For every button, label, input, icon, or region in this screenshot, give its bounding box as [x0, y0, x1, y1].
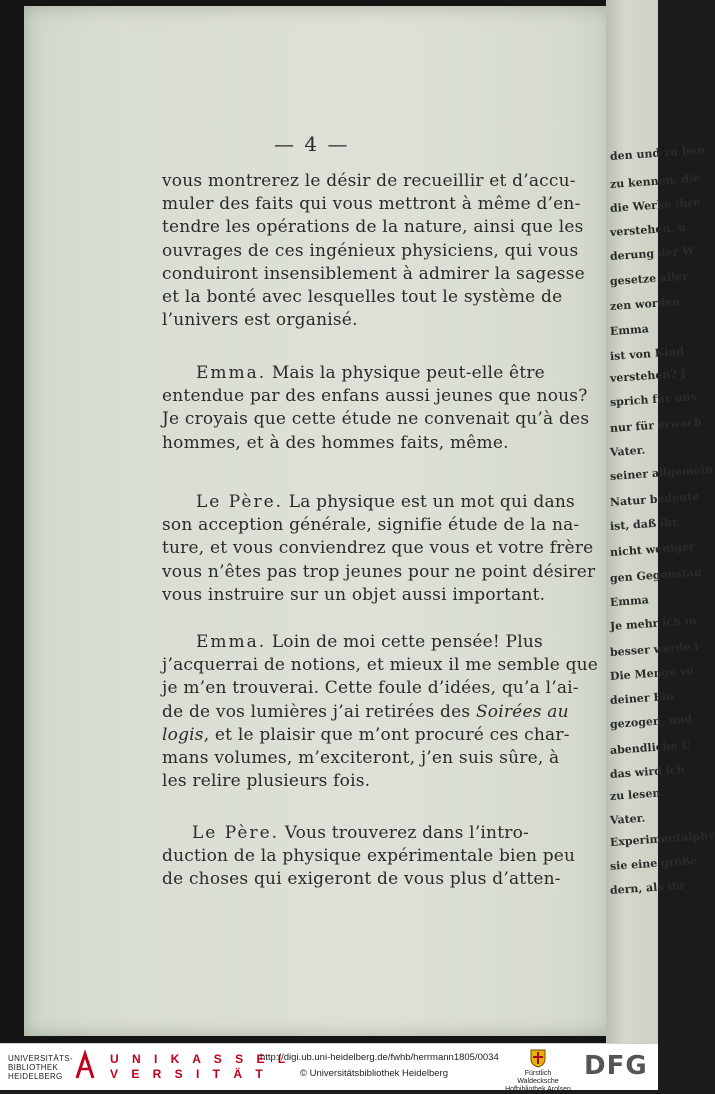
facing-text-line: zen worden.: [609, 294, 685, 313]
book-page: [24, 6, 616, 1036]
speaker-name: Emma.: [196, 363, 267, 383]
paragraph-3: [162, 491, 596, 607]
paragraph-4: [162, 631, 599, 793]
facing-text-line: den und zu ben: [609, 143, 706, 163]
text-line: vous instruire sur un objet aussi important.: [162, 584, 546, 605]
facing-page-edge: [606, 0, 715, 1043]
facing-text-line: Natur bedeute: [609, 489, 700, 509]
facing-text-line: Emma: [609, 593, 650, 609]
ub-logo-icon: [74, 1052, 96, 1080]
footer-bar: [0, 1043, 658, 1093]
ub-heidelberg-label: UNIVERSITÄTS- BIBLIOTHEK HEIDELBERG: [8, 1054, 73, 1081]
text-line: vous montrerez le désir de recueillir et d’accu-: [162, 171, 576, 191]
facing-text-line: Je mehr ich m: [609, 613, 697, 633]
text-line: Emma. Loin de moi cette pensée! Plus: [196, 632, 543, 652]
text-line: ture, et vous conviendrez que vous et votre frère: [162, 538, 594, 559]
text-line: l’univers est organisé.: [162, 310, 358, 331]
text-line: mans volumes, m’exciteront, j’en suis sûre, à: [162, 748, 560, 769]
facing-text-line: die Werke ihre: [609, 195, 701, 215]
text-line: vous n’êtes pas trop jeunes pour ne point désirer: [162, 561, 596, 582]
text-line: entendue par des enfans aussi jeunes que nous?: [162, 386, 588, 407]
text-line: duction de la physique expérimentale bien peu: [162, 846, 576, 867]
facing-text-line: Emma: [609, 322, 650, 338]
text-line: et la bonté avec lesquelles tout le système de: [162, 287, 563, 308]
facing-text-line: gesetze aller: [609, 269, 689, 288]
text-line: Le Père. La physique est un mot qui dans: [196, 492, 575, 512]
facing-text-line: sprich für uns: [609, 389, 698, 409]
text-line: les relire plusieurs fois.: [162, 771, 371, 792]
facing-text-line: besser werde i: [609, 639, 699, 659]
dfg-logo: DFG: [584, 1051, 648, 1081]
hofbibliothek-label: Fürstlich Waldecksche Hofbibliothek Arolsen: [505, 1070, 571, 1093]
facing-text-line: das wird ich: [609, 762, 685, 781]
facing-text-line: ist, daß ihr: [609, 515, 679, 533]
text-line: Le Père. Vous trouverez dans l’intro-: [192, 823, 529, 843]
facing-text-line: nicht weniger: [609, 540, 696, 559]
text-line: de de vos lumières j’ai retirées des Soirées au: [162, 701, 569, 722]
facing-text-line: verstehen, u: [609, 220, 687, 239]
facing-text-line: zu kennen, die: [609, 171, 701, 191]
waldeck-crest-icon: [530, 1048, 546, 1068]
text-line: je m’en trouverai. Cette foule d’idées, qu’a l’ai-: [162, 678, 579, 699]
speaker-name: Le Père.: [196, 492, 284, 512]
facing-text-line: derung der W: [609, 244, 695, 263]
facing-text-line: Experimentalphy: [609, 828, 715, 849]
facing-text-line: abendliche U: [609, 738, 692, 757]
copyright-text: © Universitätsbibliothek Heidelberg: [300, 1068, 448, 1079]
speaker-name: Emma.: [196, 632, 267, 652]
facing-text-line: gen Gegenstan: [609, 565, 703, 585]
facing-text-line: Vater.: [609, 811, 646, 827]
text-line: de choses qui exigeront de vous plus d’atten-: [162, 869, 561, 890]
facing-text-line: deiner Ein: [609, 689, 675, 707]
uni-kassel-logo: U N I K A S S E L V E R S I T Ä T: [110, 1052, 291, 1081]
page-number: — 4 —: [274, 132, 350, 156]
facing-text-line: verstehen? J: [609, 366, 687, 385]
text-line: logis, et le plaisir que m’ont procuré ces char-: [162, 724, 570, 745]
paragraph-5: [162, 822, 576, 892]
facing-text-line: gezogen, und: [609, 712, 693, 731]
facing-text-line: seiner allgemein: [609, 462, 714, 483]
text-line: Je croyais que cette étude ne convenait qu’à des: [162, 409, 590, 430]
paragraph-1: [162, 170, 585, 332]
facing-text-line: ist von Kind: [609, 344, 685, 363]
text-line: hommes, et à des hommes faits, même.: [162, 432, 509, 453]
facing-text-line: sie eine große: [609, 853, 698, 873]
source-url[interactable]: http://digi.ub.uni-heidelberg.de/fwhb/herrmann1805/0034: [260, 1052, 499, 1063]
facing-text-line: dern, als ihr: [609, 878, 686, 897]
italic-title: Soirées au: [475, 701, 569, 722]
text-line: muler des faits qui vous mettront à même d’en-: [162, 194, 581, 215]
speaker-name: Le Père.: [192, 823, 280, 843]
text-line: conduiront insensiblement à admirer la sagesse: [162, 263, 585, 284]
facing-text-line: Vater.: [609, 443, 646, 459]
facing-text-line: nur für erwach: [609, 415, 703, 435]
paragraph-2: [162, 362, 590, 455]
text-line: Emma. Mais la physique peut-elle être: [196, 363, 545, 383]
text-line: son acception générale, signifie étude de la na-: [162, 515, 580, 536]
facing-text-line: Die Menge vo: [609, 664, 695, 683]
text-line: j’acquerrai de notions, et mieux il me semble que: [162, 655, 599, 676]
text-line: ouvrages de ces ingénieux physiciens, qui vous: [162, 240, 579, 261]
text-line: tendre les opérations de la nature, ainsi que les: [162, 217, 584, 238]
facing-text-line: zu lesen.: [609, 786, 665, 803]
